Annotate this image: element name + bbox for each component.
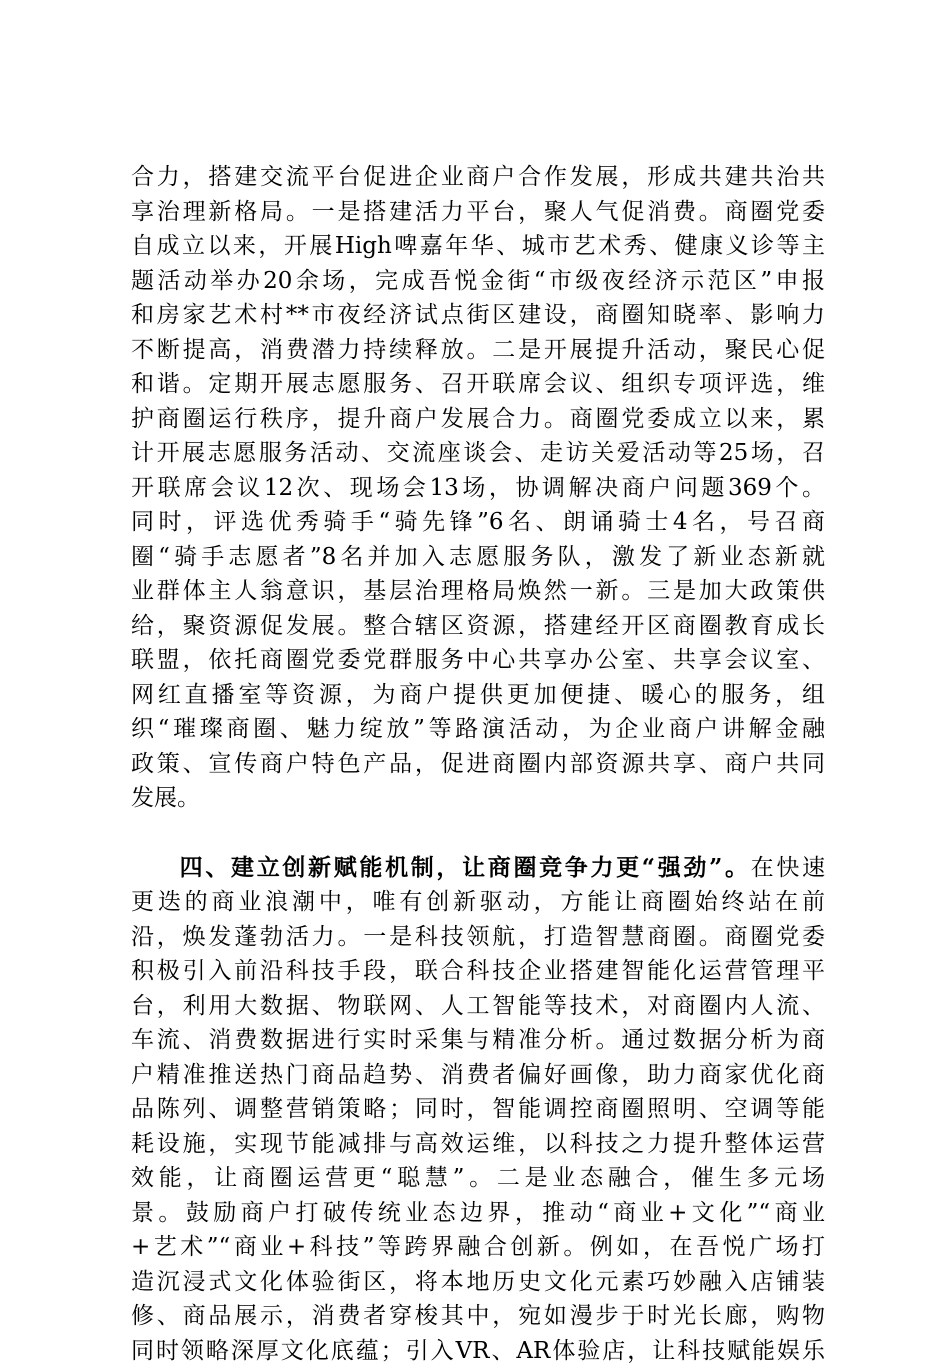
text-line: 网红直播室等资源，为商户提供更加便捷、暖心的服务，组 <box>131 678 825 713</box>
document-page <box>131 160 825 1368</box>
text-line: 同时，评选优秀骑手“骑先锋”6名、朗诵骑士4名，号召商 <box>131 505 825 540</box>
text-line: 自成立以来，开展High啤嘉年华、城市艺术秀、健康义诊等主 <box>131 229 825 264</box>
text-line: 修、商品展示，消费者穿梭其中，宛如漫步于时光长廊，购物 <box>131 1299 825 1334</box>
text-line: 和谐。定期开展志愿服务、召开联席会议、组织专项评选，维 <box>131 367 825 402</box>
paragraph-1 <box>131 160 825 816</box>
text-line: 沿，焕发蓬勃活力。一是科技领航，打造智慧商圈。商圈党委 <box>131 920 825 955</box>
text-line: 和房家艺术村**市夜经济试点街区建设，商圈知晓率、影响力 <box>131 298 825 333</box>
text-line: 车流、消费数据进行实时采集与精准分析。通过数据分析为商 <box>131 1023 825 1058</box>
text-line: 题活动举办20余场，完成吾悦金街“市级夜经济示范区”申报 <box>131 264 825 299</box>
text-line: 耗设施，实现节能减排与高效运维，以科技之力提升整体运营 <box>131 1127 825 1162</box>
text-line: 织“璀璨商圈、魅力绽放”等路演活动，为企业商户讲解金融 <box>131 712 825 747</box>
text-line: 计开展志愿服务活动、交流座谈会、走访关爱活动等25场，召 <box>131 436 825 471</box>
text-line: 效能，让商圈运营更“聪慧”。二是业态融合，催生多元场 <box>131 1161 825 1196</box>
text-line: 政策、宣传商户特色产品，促进商圈内部资源共享、商户共同 <box>131 747 825 782</box>
text-line: +艺术”“商业+科技”等跨界融合创新。例如，在吾悦广场打 <box>131 1230 825 1265</box>
text-line: 不断提高，消费潜力持续释放。二是开展提升活动，聚民心促 <box>131 333 825 368</box>
text-line: 联盟，依托商圈党委党群服务中心共享办公室、共享会议室、 <box>131 643 825 678</box>
text-line: 景。鼓励商户打破传统业态边界，推动“商业+文化”“商业 <box>131 1196 825 1231</box>
text-line: 户精准推送热门商品趋势、消费者偏好画像，助力商家优化商 <box>131 1058 825 1093</box>
text-line: 台，利用大数据、物联网、人工智能等技术，对商圈内人流、 <box>131 989 825 1024</box>
text-line: 合力，搭建交流平台促进企业商户合作发展，形成共建共治共 <box>131 160 825 195</box>
text-line: 享治理新格局。一是搭建活力平台，聚人气促消费。商圈党委 <box>131 195 825 230</box>
text-line: 发展。 <box>131 781 825 816</box>
heading-line <box>131 851 825 886</box>
text-line: 造沉浸式文化体验街区，将本地历史文化元素巧妙融入店铺装 <box>131 1265 825 1300</box>
text-line: 积极引入前沿科技手段，联合科技企业搭建智能化运营管理平 <box>131 954 825 989</box>
text-line: 圈“骑手志愿者”8名并加入志愿服务队，激发了新业态新就 <box>131 540 825 575</box>
text-line: 护商圈运行秩序，提升商户发展合力。商圈党委成立以来，累 <box>131 402 825 437</box>
heading-line-rest: 在快速 <box>751 855 825 881</box>
text-line: 开联席会议12次、现场会13场，协调解决商户问题369个。 <box>131 471 825 506</box>
paragraph-gap <box>131 816 825 851</box>
text-line: 品陈列、调整营销策略；同时，智能调控商圈照明、空调等能 <box>131 1092 825 1127</box>
text-line: 同时领略深厚文化底蕴；引入VR、AR体验店，让科技赋能娱乐 <box>131 1334 825 1368</box>
text-line: 业群体主人翁意识，基层治理格局焕然一新。三是加大政策供 <box>131 574 825 609</box>
section-heading: 四、建立创新赋能机制，让商圈竞争力更“强劲”。 <box>177 854 751 881</box>
text-line: 更迭的商业浪潮中，唯有创新驱动，方能让商圈始终站在前 <box>131 885 825 920</box>
paragraph-2 <box>131 851 825 1368</box>
text-line: 给，聚资源促发展。整合辖区资源，搭建经开区商圈教育成长 <box>131 609 825 644</box>
